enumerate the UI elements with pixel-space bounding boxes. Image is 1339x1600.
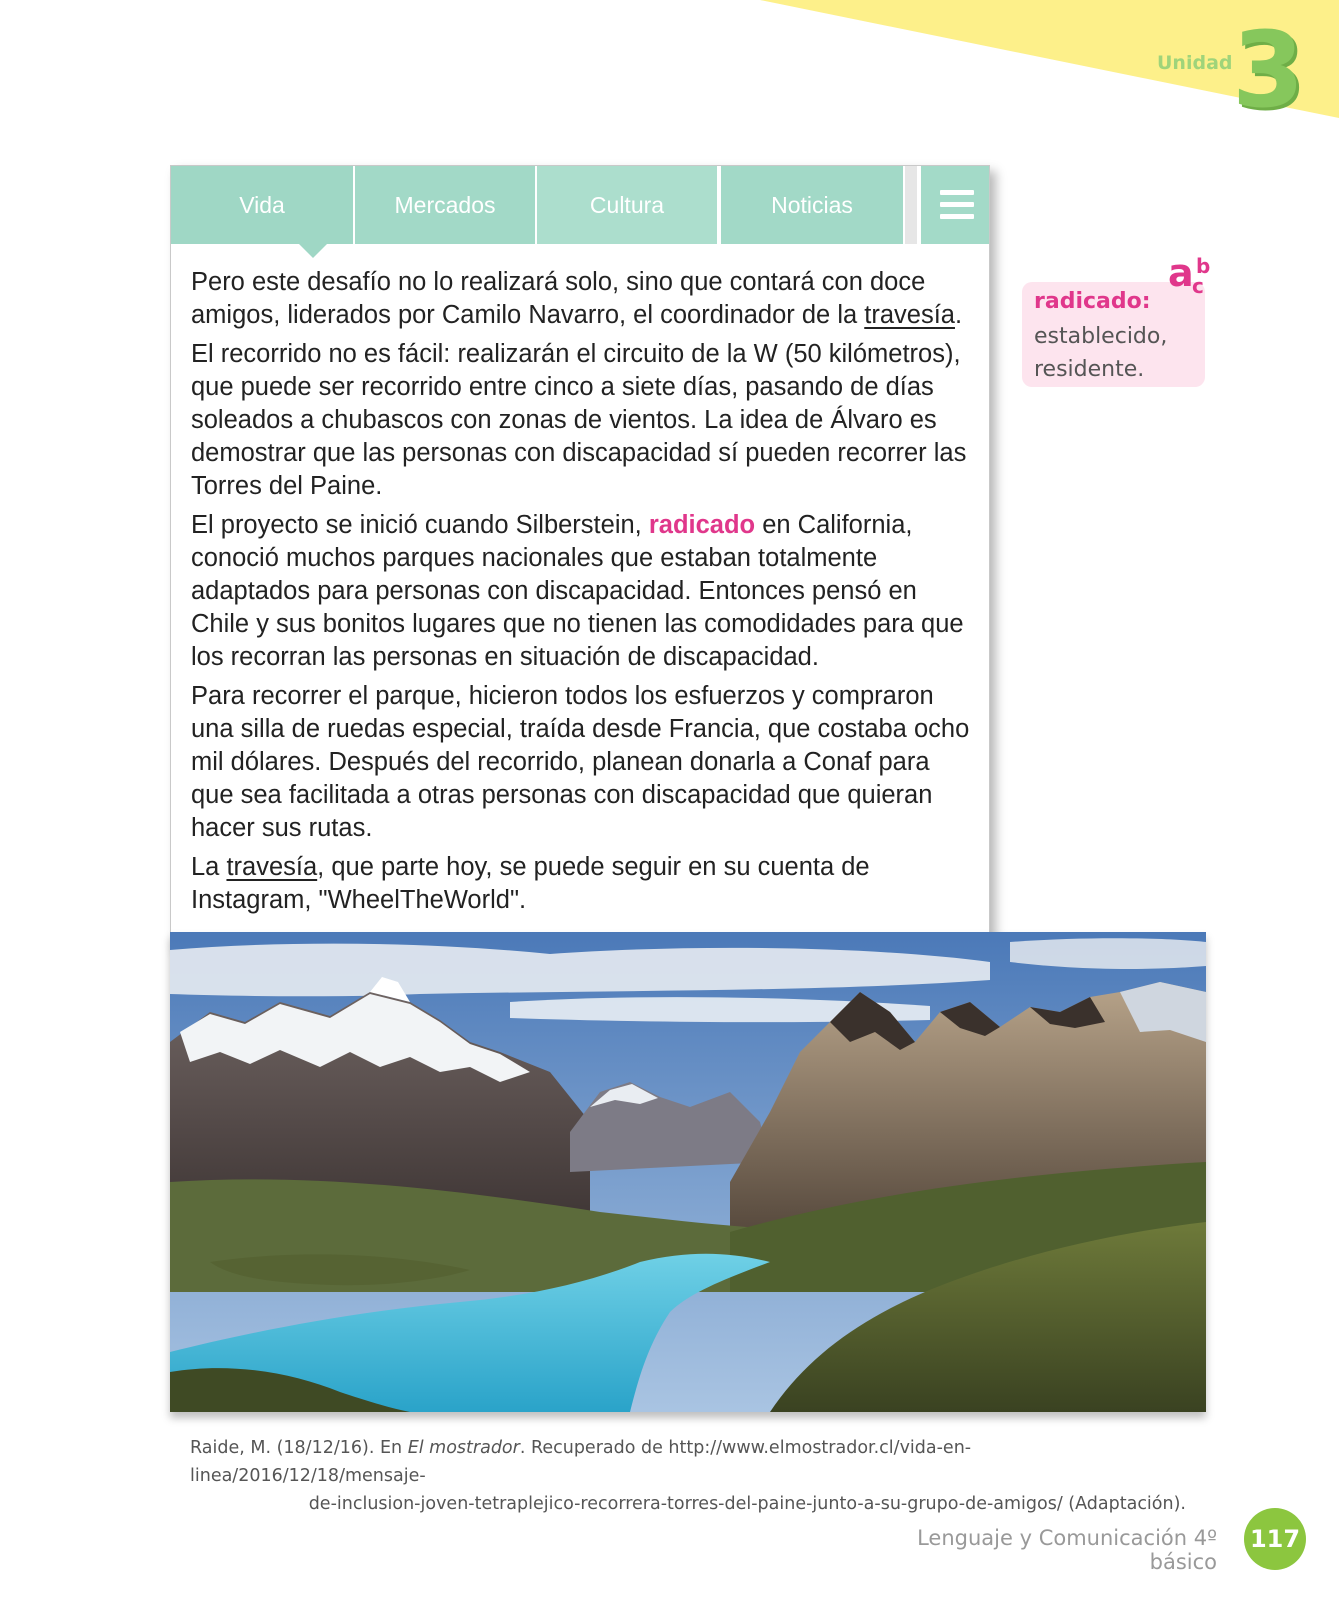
unit-label: Unidad — [1157, 52, 1233, 74]
tab-label: Vida — [239, 191, 285, 218]
article-paragraph: Pero este desafío no lo realizará solo, sino que contará con doce amigos, liderados por Camilo Navarro, el coordinador de la travesía. — [191, 268, 963, 329]
tab-scroll-strip — [905, 166, 917, 244]
tab-cultura[interactable] — [537, 166, 717, 244]
tab-vida[interactable] — [171, 166, 353, 244]
page-number-badge: 117 — [1244, 1508, 1306, 1570]
glossary-term-radicado: radicado — [648, 511, 756, 539]
tab-label: Mercados — [394, 191, 496, 218]
article-paragraph: Para recorrer el parque, hicieron todos los esfuerzos y compraron una silla de ruedas especial, traída desde Francia, que costaba ocho mil dólares. Después del recorrido, planean donarla a Conaf para que sea facilitada a otras personas con discapacidad que quieran hacer sus rutas. — [191, 682, 970, 842]
article-card — [170, 165, 990, 947]
glossary-definition: establecido, residente. — [1034, 324, 1168, 382]
glossary-abc-icon: a b c — [1168, 251, 1211, 298]
glossary-term: radicado: — [1034, 289, 1151, 314]
tab-label: Cultura — [589, 191, 665, 218]
source-citation: Raide, M. (18/12/16). En El mostrador. Recuperado de http://www.elmostrador.cl/vida-en-linea/2016/12/18/mensaje- de-inclusion-joven-tetraplejico-recorrera-torres-del-paine-junto-a-su-grupo-de-amigos/ (Adaptación). — [190, 1438, 1186, 1514]
citation-source-title: El mostrador — [407, 1438, 520, 1458]
tab-label: Noticias — [771, 191, 853, 218]
glossary-link-travesia[interactable]: travesía — [226, 853, 318, 881]
landscape-photo — [170, 932, 1206, 1412]
tab-bar — [171, 166, 989, 244]
unit-number: 3 — [1232, 9, 1305, 131]
tab-noticias[interactable] — [721, 166, 903, 244]
unit-corner-banner — [0, 0, 1339, 130]
article-paragraph: El recorrido no es fácil: realizarán el circuito de la W (50 kilómetros), que puede ser recorrido entre cinco a siete días, pasando de días soleados a chubascos con zonas de vientos. La idea de Álvaro es demostrar que las personas con discapacidad sí pueden recorrer las Torres del Paine. — [191, 340, 967, 500]
article-paragraph: La travesía, que parte hoy, se puede seguir en su cuenta de Instagram, "WheelTheWorld". — [191, 853, 870, 914]
glossary-link-travesia[interactable]: travesía — [864, 301, 955, 329]
footer-subject: Lenguaje y Comunicación 4º básico — [917, 1526, 1217, 1574]
tab-mercados[interactable] — [355, 166, 535, 244]
article-paragraph: El proyecto se inició cuando Silberstein, radicado en California, conoció muchos parques nacionales que estaban totalmente adaptados para personas con discapacidad. Entonces pensó en Chile y sus bonitos lugares que no tienen las comodidades para que los recorran las personas en situación de discapacidad. — [191, 511, 964, 671]
hamburger-menu-icon[interactable] — [921, 166, 989, 244]
active-tab-pointer — [299, 244, 327, 258]
article-body — [191, 266, 971, 923]
